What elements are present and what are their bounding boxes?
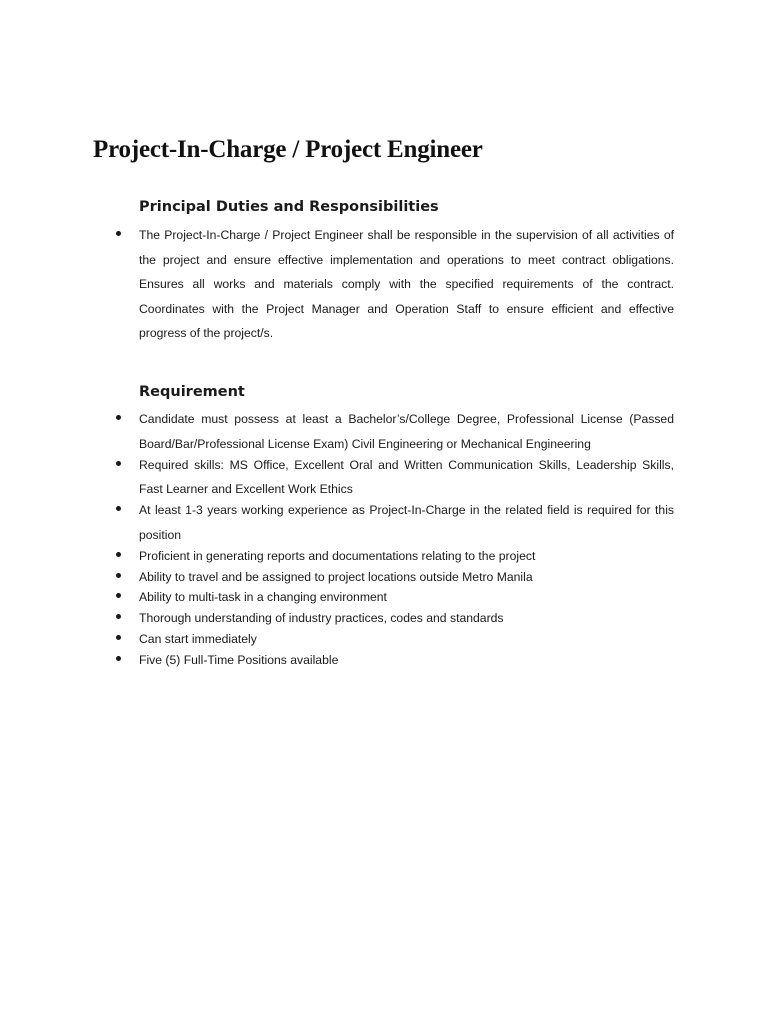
requirement-item-text: Thorough understanding of industry practices, codes and standards — [139, 611, 504, 626]
bullet-icon — [116, 415, 121, 420]
requirement-item-text: Required skills: MS Office, Excellent Oral and Written Communication Skills, Leadership Skills, Fast Learner and Excellent Work Ethics — [139, 457, 674, 497]
requirement-list-item — [0, 407, 768, 457]
requirement-item-text: Ability to multi-task in a changing environment — [139, 590, 387, 605]
requirement-item-text: Five (5) Full-Time Positions available — [139, 652, 339, 667]
duties-item-text: The Project-In-Charge / Project Engineer shall be responsible in the supervision of all activities of the project and ensure effective implementation and operations to meet contract obligations. Ensures all works and materials comply with the specified requirements of the contract. Coordinates with the Project Manager and Operation Staff to ensure efficient and effective progress of the project/s. — [139, 228, 674, 341]
requirement-item-text: Candidate must possess at least a Bachelor’s/College Degree, Professional License (Passed Board/Bar/Professional License Exam) Civil Engineering or Mechanical Engineering — [139, 412, 674, 451]
requirement-list-item — [0, 498, 768, 548]
duties-heading: Principal Duties and Responsibilities — [139, 199, 439, 215]
bullet-icon — [116, 506, 121, 511]
requirement-item-text: Ability to travel and be assigned to project locations outside Metro Manila — [139, 569, 533, 584]
requirement-list — [0, 411, 768, 673]
requirement-item-text: Proficient in generating reports and documentations relating to the project — [139, 548, 536, 563]
requirement-item-text: Can start immediately — [139, 631, 257, 646]
requirement-heading: Requirement — [139, 384, 245, 400]
requirement-list-item — [0, 648, 768, 673]
duties-list-item — [0, 223, 768, 346]
bullet-icon — [116, 635, 121, 640]
bullet-icon — [116, 231, 121, 236]
duties-list — [0, 227, 768, 346]
requirement-item-text: At least 1-3 years working experience as Project-In-Charge in the related field is required for this position — [139, 503, 674, 542]
requirement-list-item — [0, 453, 768, 503]
bullet-icon — [116, 593, 121, 598]
bullet-icon — [116, 656, 121, 661]
document-title: Project-In-Charge / Project Engineer — [93, 136, 483, 163]
bullet-icon — [116, 461, 121, 466]
bullet-icon — [116, 614, 121, 619]
bullet-icon — [116, 573, 121, 578]
bullet-icon — [116, 552, 121, 557]
